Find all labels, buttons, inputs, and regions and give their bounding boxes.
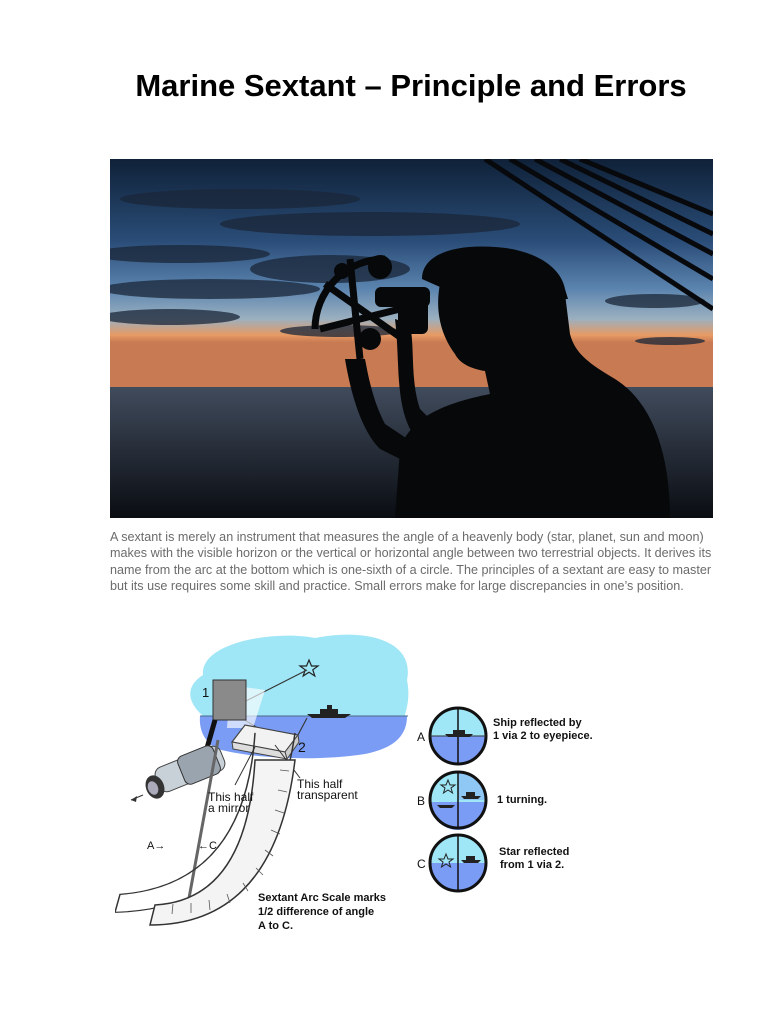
sextant-principle-diagram (115, 630, 635, 950)
half-mirror-label: This half (208, 790, 254, 804)
mirror-1-label: 1 (202, 685, 210, 700)
view-b-letter: B (417, 794, 426, 808)
view-c-letter: C (417, 857, 426, 871)
arc-note: Sextant Arc Scale marks (258, 892, 386, 904)
intro-paragraph: A sextant is merely an instrument that measures the angle of a heavenly body (star, planet, sun and moon) makes with the visible horizon or the vertical or horizontal angle between two terrestrial objects. It derives its name from the arc at the bottom which is one-sixth of a circle. The principles of a sextant are easy to master but its use requires some skill and practice. Small errors make for large discrepancies in one’s position. (110, 530, 712, 593)
half-mirror-label: a mirror (208, 801, 250, 815)
eyepiece-view-b (430, 772, 486, 830)
half-transparent-label: transparent (297, 788, 358, 802)
arc-note: 1/2 difference of angle (258, 906, 375, 918)
half-transparent-label: This half (297, 777, 343, 791)
view-a-letter: A (417, 730, 426, 744)
sextant-silhouette-photo (110, 159, 713, 518)
mirror-2-label: 2 (298, 739, 306, 755)
view-a-caption: 1 via 2 to eyepiece. (493, 730, 593, 742)
view-c-caption: from 1 via 2. (500, 859, 565, 871)
marker-c: ←C (198, 840, 217, 852)
marker-a: A→ (147, 840, 166, 852)
arc-note: A to C. (258, 920, 294, 932)
page-title: Marine Sextant – Principle and Errors (135, 68, 687, 103)
eyepiece-view-c (430, 835, 486, 891)
view-b-caption: 1 turning. (497, 794, 548, 806)
view-a-caption: Ship reflected by (493, 717, 582, 729)
eyepiece-view-a (430, 708, 486, 764)
view-c-caption: Star reflected (499, 846, 570, 858)
